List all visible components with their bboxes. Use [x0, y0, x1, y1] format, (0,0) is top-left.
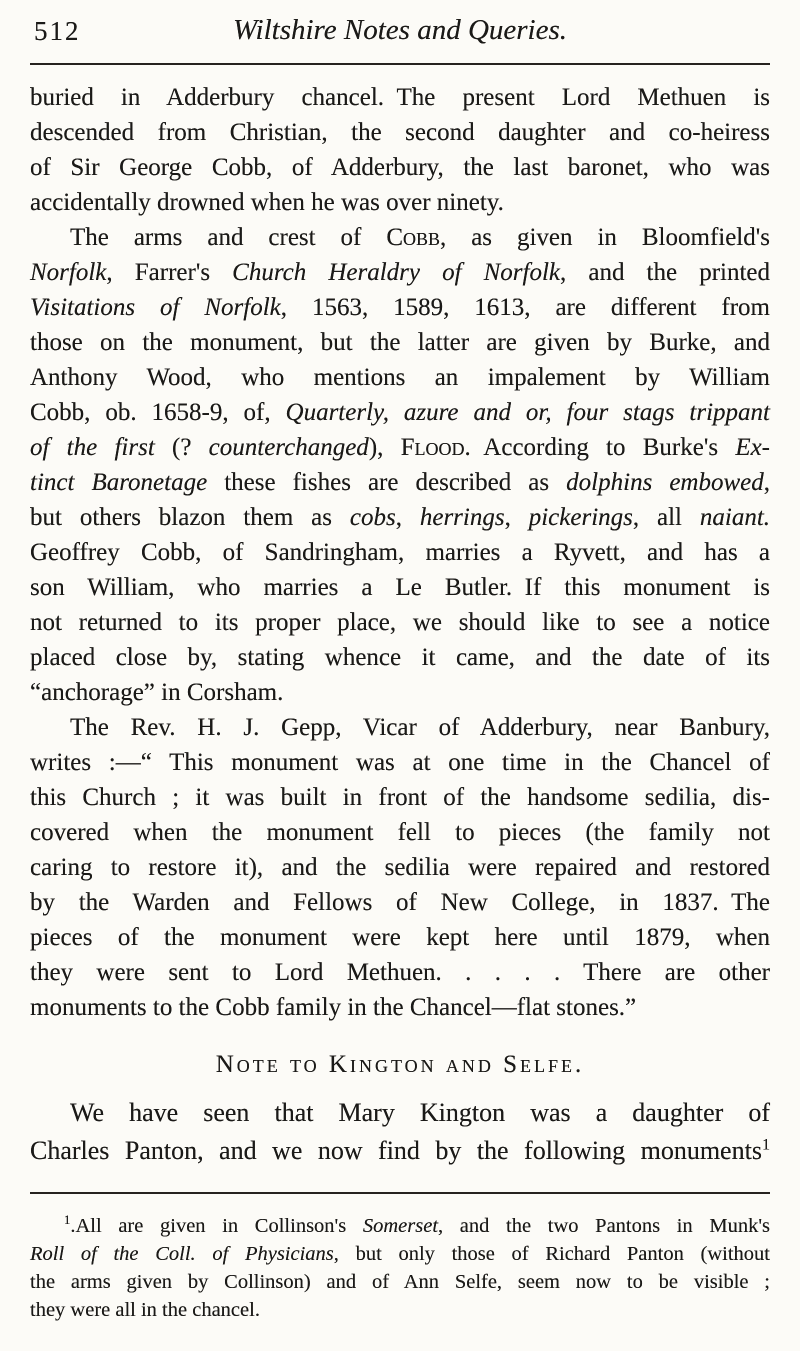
text-segment: , and the two Pantons in Munk's [438, 1215, 770, 1237]
text-segment: those on the monument, but the latter are given by Burke, and [30, 329, 770, 356]
text-segment: but others blazon them as [30, 504, 350, 531]
text-segment: son William, who marries a Le Butler. If this monument is [30, 574, 770, 601]
footnote-rule [30, 1192, 770, 1194]
paragraph-cobb-continuation [30, 80, 770, 220]
page-number: 512 [34, 16, 81, 46]
text-segment: writes :—“ This monument was at one time in the Chancel of [30, 749, 770, 776]
text-segment: Church Heraldry of Norfolk [232, 259, 561, 286]
text-line [30, 780, 770, 815]
footnote-reference: 1 [761, 1136, 770, 1154]
text-line [30, 745, 770, 780]
text-segment: accidentally drowned when he was over ninety. [30, 189, 504, 216]
text-line [30, 955, 770, 990]
text-segment: , 1563, 1589, 1613, are different from [280, 294, 770, 321]
text-line [30, 570, 770, 605]
text-line [30, 710, 770, 745]
text-segment: Flood [400, 434, 465, 461]
text-line [30, 465, 770, 500]
text-line [30, 220, 770, 255]
text-segment: We have seen that Mary Kington was a daughter of [70, 1098, 770, 1127]
text-line [30, 535, 770, 570]
text-segment: ), [368, 434, 401, 461]
text-segment: of Sir George Cobb, of Adderbury, the last baronet, who was [30, 154, 770, 181]
text-segment: , as given in Bloomfield's [440, 224, 770, 251]
text-segment: Roll of the Coll. of Physicians [30, 1243, 334, 1265]
text-segment: herrings [419, 504, 505, 531]
text-segment: (? [154, 434, 209, 461]
text-line [30, 80, 770, 115]
text-segment: covered when the monument fell to pieces (the family not [30, 819, 770, 846]
text-segment: The Rev. H. J. Gepp, Vicar of Adderbury, near Banbury, [70, 714, 770, 741]
text-segment: Ex- [735, 434, 771, 461]
text-segment: the arms given by Collinson) and of Ann Selfe, seem now to be visible ; [30, 1271, 770, 1293]
header-rule [30, 63, 770, 65]
text-line [30, 815, 770, 850]
text-line [30, 395, 770, 430]
section-heading-kington-selfe: Note to Kington and Selfe. [215, 1051, 585, 1078]
page-header [30, 14, 770, 54]
text-line [30, 1240, 770, 1268]
text-segment: pieces of the monument were kept here until 1879, when [30, 924, 770, 951]
text-segment: not returned to its proper place, we should like to see a notice [30, 609, 770, 636]
text-line [30, 1268, 770, 1296]
text-segment: . According to Burke's [464, 434, 736, 461]
text-segment: Geoffrey Cobb, of Sandringham, marries a Ryvett, and has a [30, 539, 770, 566]
text-segment: , all [632, 504, 700, 531]
text-segment: Cobb, ob. 1658-9, of, [30, 399, 286, 426]
paragraph-rev-gepp-letter [30, 710, 770, 1025]
page-body [30, 80, 770, 1170]
text-line [30, 1212, 770, 1240]
text-line [30, 185, 770, 220]
text-segment: Anthony Wood, who mentions an impalement by William [30, 364, 770, 391]
text-segment: buried in Adderbury chancel. The present Lord Methuen is [30, 84, 770, 111]
text-segment: this Church ; it was built in front of the handsome sedilia, dis- [30, 784, 770, 811]
text-line [30, 500, 770, 535]
text-segment: Visitations of Norfolk [30, 294, 281, 321]
text-segment: they were sent to Lord Methuen. . . . . There are other [30, 959, 770, 986]
text-line [30, 115, 770, 150]
text-segment: “anchorage” in Corsham. [30, 679, 284, 706]
text-segment: of the first [30, 434, 155, 461]
text-segment: monuments to the Cobb family in the Chancel—flat stones.” [30, 994, 637, 1021]
text-line [30, 150, 770, 185]
text-line [30, 920, 770, 955]
text-segment: , but only those of Richard Panton (without [333, 1243, 770, 1265]
text-segment: Charles Panton, and we now find by the following monuments [30, 1136, 762, 1165]
text-segment: Quarterly, azure and or, four stags trippant [285, 399, 770, 426]
text-segment: they were all in the chancel. [30, 1299, 260, 1321]
text-segment: The arms and crest of [70, 224, 387, 251]
text-segment: , and the printed [560, 259, 771, 286]
text-line [30, 290, 770, 325]
text-line [30, 360, 770, 395]
text-segment: these fishes are described as [207, 469, 567, 496]
text-line [30, 605, 770, 640]
text-line [30, 885, 770, 920]
paragraph-arms-and-crest [30, 220, 770, 710]
footnote-reference: 1 [64, 1213, 71, 1228]
text-line [30, 640, 770, 675]
text-segment: naiant. [699, 504, 771, 531]
text-line [30, 325, 770, 360]
text-segment: dolphins embowed [566, 469, 764, 496]
text-segment: descended from Christian, the second daughter and co-heiress [30, 119, 770, 146]
text-segment: , [763, 469, 770, 496]
text-segment: Norfolk [30, 259, 107, 286]
paragraph-kington-note [30, 1094, 770, 1170]
text-line [30, 430, 770, 465]
text-line [30, 1094, 770, 1132]
text-segment: cobs [349, 504, 396, 531]
text-line [30, 255, 770, 290]
text-line [30, 850, 770, 885]
text-segment: caring to restore it), and the sedilia were repaired and restored [30, 854, 770, 881]
text-segment: pickerings [528, 504, 633, 531]
text-line [30, 990, 770, 1025]
journal-title: Wiltshire Notes and Queries. [232, 14, 568, 46]
text-segment: , Farrer's [106, 259, 233, 286]
footnote [30, 1212, 770, 1324]
text-segment: tinct Baronetage [30, 469, 208, 496]
text-line [30, 675, 770, 710]
text-segment: Somerset [362, 1215, 439, 1237]
text-segment: by the Warden and Fellows of New College, in 1837. The [30, 889, 770, 916]
text-segment: .All are given in Collinson's [70, 1215, 363, 1237]
text-segment: , [395, 504, 420, 531]
text-line [30, 1132, 770, 1170]
text-segment: , [504, 504, 529, 531]
text-line [30, 1296, 770, 1324]
text-segment: Cobb [386, 224, 441, 251]
text-segment: placed close by, stating whence it came, and the date of its [30, 644, 770, 671]
text-segment: counterchanged [208, 434, 369, 461]
